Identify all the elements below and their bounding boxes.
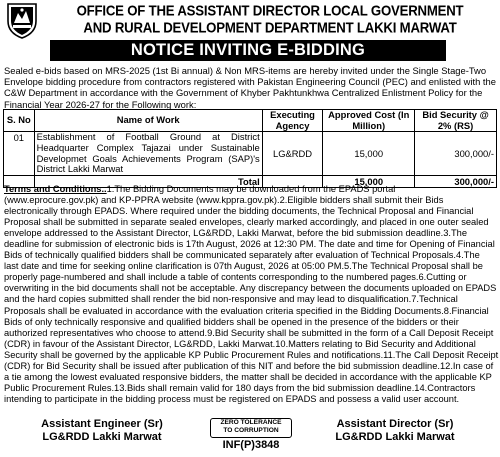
terms-and-conditions xyxy=(4,184,498,405)
terms-line: last date and time for seeking online clarification is 07th August, 2026 at 05:00 PM.5.The Technical Proposal shall be xyxy=(4,261,483,272)
col-header-agency: Executing Agency xyxy=(262,110,323,132)
cell-cost: 15,000 xyxy=(323,132,415,176)
table-header-row xyxy=(4,110,497,132)
terms-line: Bids of only technically responsive and qualified bidders shall be opened in the presence of the bidders or their xyxy=(4,316,459,327)
signatory-org: LG&RDD Lakki Marwat xyxy=(42,431,162,443)
terms-line: Bids of technically qualified bidders shall be communicated separately after evaluation of Technical Proposals.4.The xyxy=(4,250,480,261)
terms-line: (CDR) for Bid Security shall be issued after publication of this NIT and before the bid submission deadline.12.In case of xyxy=(4,360,494,371)
intro-line: C&W Department in accordance with the Government of Khyber Pakhtunkhwa Centralized Enlistment Policy for the xyxy=(4,87,483,99)
col-header-name: Name of Work xyxy=(34,110,262,132)
header xyxy=(0,0,500,36)
signatory-org: LG&RDD Lakki Marwat xyxy=(335,431,455,443)
notice-banner: NOTICE INVITING E-BIDDING xyxy=(50,40,446,61)
terms-line: properly page-numbered and shall include a table of contents corresponding to the numbered pages.6.Cutting or xyxy=(4,272,467,283)
terms-line: deadline for submission of electronic bids is 17th August, 2026 at 12:30 PM. The date and time for Opening of Financial xyxy=(4,239,495,250)
cell-agency: LG&RDD xyxy=(262,132,323,176)
assistant-engineer-signature xyxy=(22,418,182,444)
terms-line: envelope addressed to the Assistant Director, LG&RDD, Lakki Marwat, before the bid submission deadline.3.The xyxy=(4,228,468,239)
department-title: AND RURAL DEVELOPMENT DEPARTMENT LAKKI MARWAT xyxy=(83,19,457,36)
signatory-title: Assistant Director (Sr) xyxy=(336,418,454,430)
signatory-title: Assistant Engineer (Sr) xyxy=(41,418,163,430)
col-header-cost: Approved Cost (In Million) xyxy=(323,110,415,132)
intro-line: Sealed e-bids based on MRS-2025 (1st Bi annual) & Non MRS-items are hereby invited under the Single Stage-Two xyxy=(4,65,487,76)
terms-line: overwriting in the bid documents shall not be acceptable. Any discrepancy between the documents uploaded on EPADS xyxy=(4,283,497,294)
terms-line: authorized representatives who choose to attend.9.Bid Security shall be submitted in the form of a Call Deposit Receipt xyxy=(4,327,494,338)
terms-line-text: 1.The Bidding Documents may be downloaded from the EPADS portal xyxy=(106,184,396,194)
office-title: OFFICE OF THE ASSISTANT DIRECTOR LOCAL GOVERNMENT xyxy=(76,2,464,19)
cell-sno: 01 xyxy=(4,132,35,176)
terms-line xyxy=(4,184,498,195)
intro-paragraph xyxy=(4,65,498,110)
total-label: Total xyxy=(34,176,262,188)
terms-line: Proposals shall be evaluated in accordance with the evaluation criteria specified in the Bidding Documents.8.Financial xyxy=(4,305,489,316)
total-security: 300,000/- xyxy=(415,176,497,188)
terms-line: Security shall be governed by the applicable KP Public Procurement Rules and notifications.11.The Call Deposit Receipt xyxy=(4,349,499,360)
zero-tolerance-line: TO CORRUPTION xyxy=(223,427,279,434)
terms-line: electronically through EPADS. Where required under the bidding documents, the Technical Proposal and Financial xyxy=(4,206,474,217)
terms-heading: Terms and Conditions.. xyxy=(4,184,107,194)
terms-line: (CDR) in favour of the Assistant Director, LG&RDD, Lakki Marwat.10.Matters relating to Bid Security and Additional xyxy=(4,338,476,349)
zero-tolerance-badge xyxy=(210,418,292,438)
terms-line: (www.eprocure.gov.pk) and KP-PPRA website (www.kppra.gov.pk).2.Eligible bidders shall submit their Bids xyxy=(4,195,444,206)
kp-government-logo-icon xyxy=(4,1,40,39)
col-header-security: Bid Security @ 2% (RS) xyxy=(415,110,497,132)
terms-line: and the hard copies submitted shall render the bid non-responsive and may lead to disqualification.7.Technical xyxy=(4,294,458,305)
intro-line: Financial Year 2026-27 for the Following work: xyxy=(4,98,197,110)
intro-line: Envelope bidding procedure from contractors registered with Pakistan Engineering Council (PEC) and enlisted with the xyxy=(4,76,496,88)
terms-line: Proposal shall be submitted in separate sealed envelopes, clearly marked accordingly, and placed in one outer sealed xyxy=(4,217,489,228)
zero-tolerance-line: ZERO TOLERANCE xyxy=(220,419,282,426)
total-cost: 15,000 xyxy=(323,176,415,188)
cell-work-name: Establishment of Football Ground at District Headquarter Complex Tajazai under Sustainable Developmet Goals Achievements Program (SAP)'s District Lakki Marwat xyxy=(34,132,262,176)
works-table xyxy=(3,109,497,188)
terms-line: Public Procurement Rules.13.Bids shall remain valid for 180 days from the bid submission deadline.14.Contractors xyxy=(4,382,476,393)
cell-security: 300,000/- xyxy=(415,132,497,176)
assistant-director-signature xyxy=(315,418,475,444)
inf-number: INF(P)3848 xyxy=(222,439,280,451)
terms-line: intending to participate in the bidding process must be registered on EPADS and possess a valid user account. xyxy=(4,393,460,404)
terms-line: a tie among the lowest evaluated responsive bidders, the matter shall be decided in accordance with the applicable KP xyxy=(4,371,492,382)
table-row xyxy=(4,132,497,176)
col-header-sno: S. No xyxy=(4,110,35,132)
